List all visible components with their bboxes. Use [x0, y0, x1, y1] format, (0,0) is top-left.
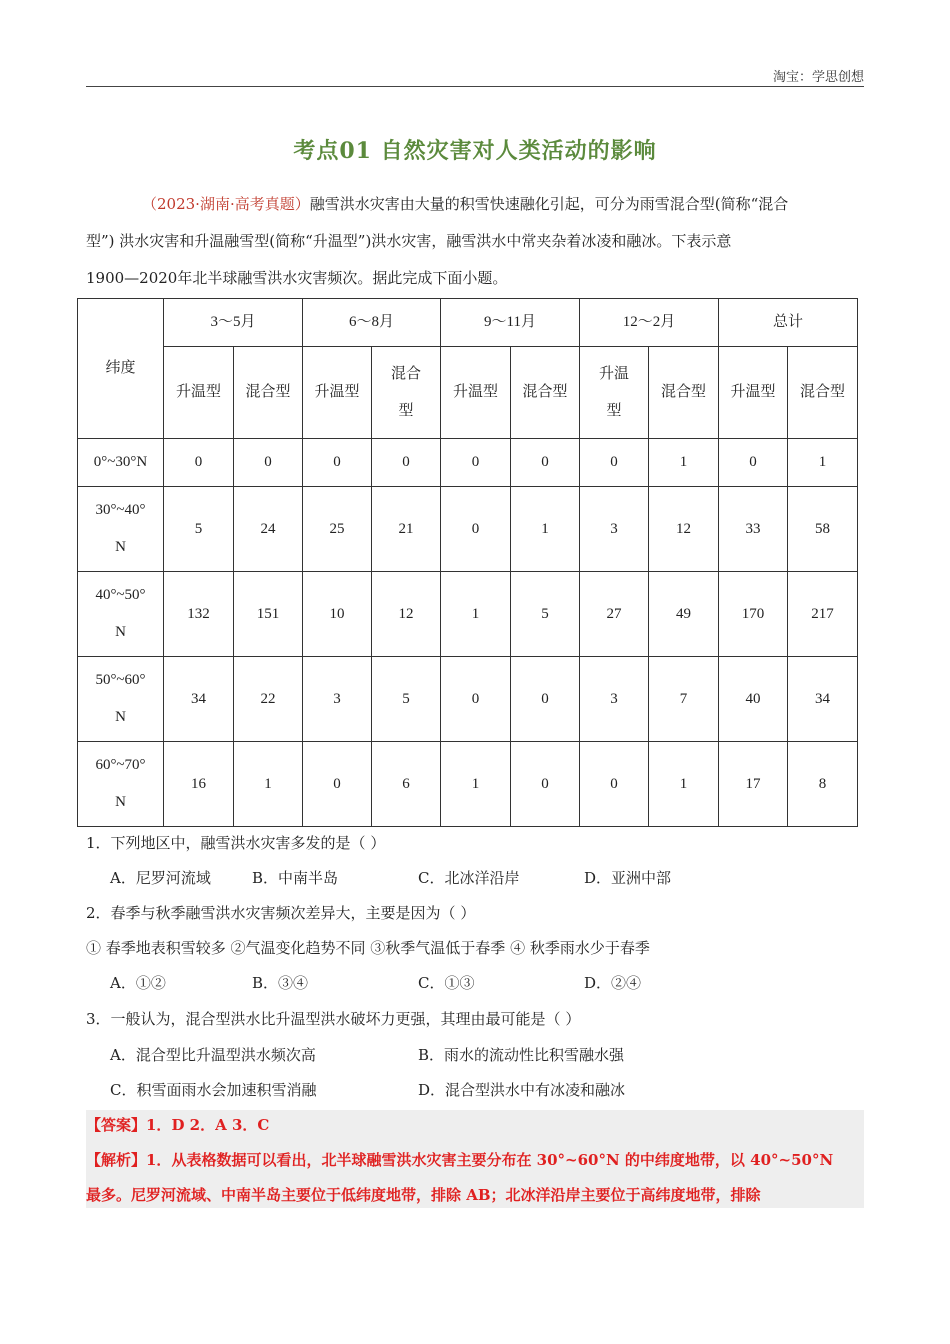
value-cell: 21 [372, 487, 441, 572]
corner-header: 纬度 [78, 299, 164, 439]
q2-option-c: C．①③ [418, 974, 475, 992]
latitude-cell: 50°~60° N [78, 657, 164, 742]
q2-option-a: A．①② [110, 974, 166, 992]
value-cell: 1 [511, 487, 580, 572]
value-cell: 12 [372, 572, 441, 657]
q2-option-b: B．③④ [252, 974, 309, 992]
season-header: 6～8月 [303, 299, 441, 347]
value-cell: 34 [788, 657, 858, 742]
q1-option-c: C．北冰洋沿岸 [418, 869, 520, 887]
source-tag: （2023·湖南·高考真题） [142, 195, 310, 213]
latitude-cell: 30°~40° N [78, 487, 164, 572]
question-3: 3．一般认为，混合型洪水比升温型洪水破坏力更强，其理由最可能是（ ） [86, 1010, 581, 1028]
value-cell: 0 [580, 742, 649, 827]
value-cell: 1 [441, 742, 511, 827]
table-type-header-row [78, 347, 858, 439]
type-header: 混合型 [511, 347, 580, 439]
q2-statements: ① 春季地表积雪较多 ②气温变化趋势不同 ③秋季气温低于春季 ④ 秋季雨水少于春季 [86, 939, 650, 957]
intro-line3: 1900—2020年北半球融雪洪水灾害频次。据此完成下面小题。 [86, 269, 508, 287]
value-cell: 17 [719, 742, 788, 827]
value-cell: 0 [511, 657, 580, 742]
type-header: 升温 型 [580, 347, 649, 439]
q3-option-b: B．雨水的流动性比积雪融水强 [418, 1046, 625, 1064]
table-row [78, 742, 858, 827]
table-row [78, 487, 858, 572]
value-cell: 1 [441, 572, 511, 657]
intro-line1: 融雪洪水灾害由大量的积雪快速融化引起，可分为雨雪混合型(简称“混合 [309, 195, 789, 213]
value-cell: 0 [303, 742, 372, 827]
value-cell: 170 [719, 572, 788, 657]
season-header: 总计 [719, 299, 858, 347]
latitude-cell: 60°~70° N [78, 742, 164, 827]
value-cell: 0 [164, 439, 234, 487]
season-header: 3～5月 [164, 299, 303, 347]
value-cell: 0 [719, 439, 788, 487]
value-cell: 3 [580, 657, 649, 742]
value-cell: 7 [649, 657, 719, 742]
table-season-header-row [78, 299, 858, 347]
value-cell: 0 [441, 487, 511, 572]
value-cell: 5 [164, 487, 234, 572]
season-header: 12～2月 [580, 299, 719, 347]
type-header: 混合型 [649, 347, 719, 439]
value-cell: 132 [164, 572, 234, 657]
type-header: 升温型 [719, 347, 788, 439]
value-cell: 0 [511, 439, 580, 487]
value-cell: 151 [234, 572, 303, 657]
page-title: 考点01 自然灾害对人类活动的影响 [293, 138, 657, 164]
value-cell: 6 [372, 742, 441, 827]
intro-line2: 型”) 洪水灾害和升温融雪型(简称“升温型”)洪水灾害，融雪洪水中常夹杂着冰凌和融冰。下表示意 [86, 232, 732, 250]
type-header: 升温型 [303, 347, 372, 439]
value-cell: 12 [649, 487, 719, 572]
intro-paragraph [86, 186, 864, 297]
value-cell: 1 [234, 742, 303, 827]
value-cell: 33 [719, 487, 788, 572]
season-header: 9～11月 [441, 299, 580, 347]
value-cell: 16 [164, 742, 234, 827]
q3-option-c: C．积雪面雨水会加速积雪消融 [110, 1081, 317, 1099]
answer-line: 【答案】1．D 2．A 3．C [86, 1116, 270, 1134]
value-cell: 1 [649, 439, 719, 487]
value-cell: 3 [303, 657, 372, 742]
type-header: 混合型 [788, 347, 858, 439]
value-cell: 40 [719, 657, 788, 742]
value-cell: 25 [303, 487, 372, 572]
value-cell: 217 [788, 572, 858, 657]
table-row [78, 657, 858, 742]
q2-option-d: D．②④ [584, 974, 642, 992]
analysis-line-1: 【解析】1．从表格数据可以看出，北半球融雪洪水灾害主要分布在 30°~60°N 的中纬度地带，以 40°~50°N [86, 1151, 834, 1169]
q3-option-a: A．混合型比升温型洪水频次高 [110, 1046, 316, 1064]
q1-option-b: B．中南半岛 [252, 869, 339, 887]
type-header: 混合型 [234, 347, 303, 439]
value-cell: 0 [511, 742, 580, 827]
value-cell: 5 [372, 657, 441, 742]
q1-option-a: A．尼罗河流域 [110, 869, 211, 887]
value-cell: 0 [303, 439, 372, 487]
header-source: 淘宝：学思创想 [772, 70, 864, 85]
value-cell: 8 [788, 742, 858, 827]
latitude-cell: 0°~30°N [78, 439, 164, 487]
value-cell: 1 [788, 439, 858, 487]
value-cell: 27 [580, 572, 649, 657]
value-cell: 0 [441, 657, 511, 742]
value-cell: 0 [234, 439, 303, 487]
value-cell: 22 [234, 657, 303, 742]
value-cell: 1 [649, 742, 719, 827]
value-cell: 34 [164, 657, 234, 742]
value-cell: 0 [372, 439, 441, 487]
value-cell: 5 [511, 572, 580, 657]
type-header: 升温型 [441, 347, 511, 439]
value-cell: 10 [303, 572, 372, 657]
value-cell: 3 [580, 487, 649, 572]
value-cell: 49 [649, 572, 719, 657]
analysis-line-2: 最多。尼罗河流域、中南半岛主要位于低纬度地带，排除 AB；北冰洋沿岸主要位于高纬度地带，排除 [86, 1186, 761, 1204]
value-cell: 24 [234, 487, 303, 572]
q3-option-d: D．混合型洪水中有冰凌和融冰 [418, 1081, 626, 1099]
question-1: 1．下列地区中，融雪洪水灾害多发的是（ ） [86, 834, 386, 852]
table-row [78, 439, 858, 487]
question-2: 2．春季与秋季融雪洪水灾害频次差异大，主要是因为（ ） [86, 904, 476, 922]
flood-frequency-table [77, 298, 858, 827]
header-divider [86, 86, 864, 87]
value-cell: 0 [441, 439, 511, 487]
q1-option-d: D．亚洲中部 [584, 869, 672, 887]
type-header: 混合 型 [372, 347, 441, 439]
value-cell: 58 [788, 487, 858, 572]
value-cell: 0 [580, 439, 649, 487]
table-row [78, 572, 858, 657]
latitude-cell: 40°~50° N [78, 572, 164, 657]
type-header: 升温型 [164, 347, 234, 439]
